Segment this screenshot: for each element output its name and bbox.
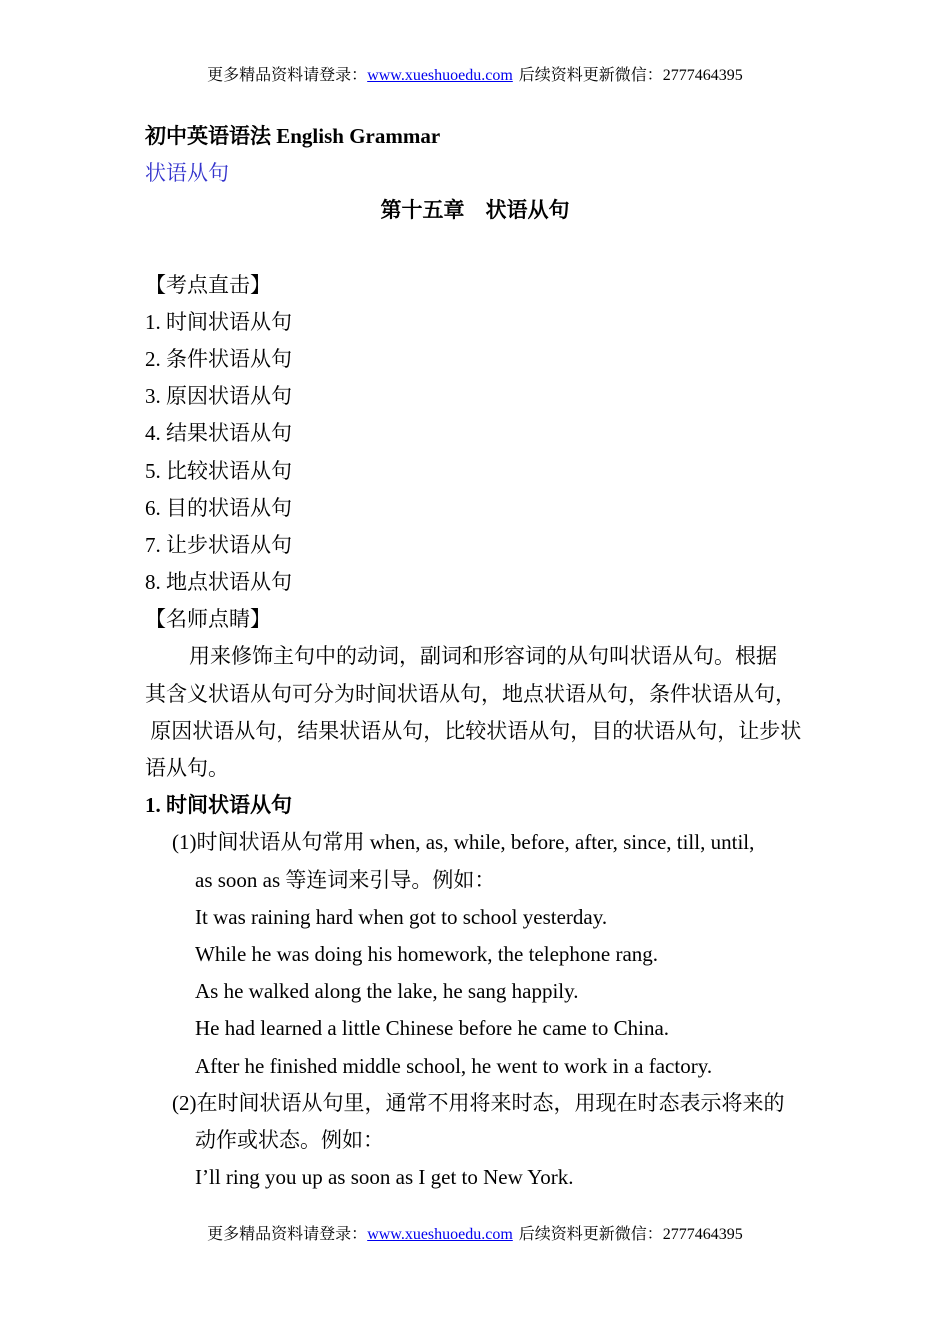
intro-paragraph-line: 用来修饰主句中的动词，副词和形容词的从句叫状语从句。根据	[189, 644, 777, 669]
example-sentence: It was raining hard when got to school yesterday.	[195, 904, 608, 929]
exam-point-item: 3. 原因状语从句	[145, 384, 292, 409]
document-title: 初中英语语法 English Grammar	[145, 124, 441, 148]
document-subtitle: 状语从句	[145, 161, 229, 186]
example-sentence: He had learned a little Chinese before he came to China.	[195, 1016, 670, 1041]
header-suffix: 后续资料更新微信：2777464395	[518, 67, 743, 84]
point-2-line: 动作或状态。例如：	[195, 1127, 384, 1152]
intro-paragraph-line: 其含义状语从句可分为时间状语从句，地点状语从句，条件状语从句，	[145, 681, 796, 706]
footer-prefix: 更多精品资料请登录：	[207, 1226, 368, 1243]
exam-point-item: 2. 条件状语从句	[145, 346, 292, 371]
exam-point-item: 4. 结果状语从句	[145, 421, 292, 446]
footer-link[interactable]: www.xueshuoedu.com	[367, 1226, 513, 1243]
intro-paragraph-line: 原因状语从句，结果状语从句，比较状语从句，目的状语从句，让步状	[145, 718, 802, 743]
header-link[interactable]: www.xueshuoedu.com	[367, 67, 513, 84]
page-footer	[0, 1225, 950, 1245]
exam-point-item: 1. 时间状语从句	[145, 309, 292, 334]
exam-point-item: 6. 目的状语从句	[145, 495, 292, 520]
example-sentence: I’ll ring you up as soon as I get to New York.	[195, 1165, 574, 1190]
example-sentence: While he was doing his homework, the telephone rang.	[195, 941, 659, 966]
exam-point-item: 5. 比较状语从句	[145, 458, 292, 483]
exam-point-item: 7. 让步状语从句	[145, 532, 292, 557]
page-header	[0, 66, 950, 86]
teacher-notes-heading: 【名师点睛】	[145, 607, 271, 632]
chapter-title: 第十五章 状语从句	[380, 198, 570, 223]
spacer	[145, 230, 815, 267]
point-1-line: as soon as 等连词来引导。例如：	[195, 867, 496, 892]
exam-points-heading: 【考点直击】	[145, 272, 271, 297]
header-prefix: 更多精品资料请登录：	[207, 67, 368, 84]
example-sentence: As he walked along the lake, he sang happily.	[195, 979, 579, 1004]
point-2-line: (2)在时间状语从句里，通常不用将来时态，用现在时态表示将来的	[172, 1090, 785, 1115]
footer-suffix: 后续资料更新微信：2777464395	[518, 1226, 743, 1243]
exam-point-item: 8. 地点状语从句	[145, 570, 292, 595]
section-heading: 1. 时间状语从句	[145, 793, 292, 818]
document-body	[145, 118, 815, 1196]
example-sentence: After he finished middle school, he went to work in a factory.	[195, 1053, 713, 1078]
intro-paragraph-line: 语从句。	[145, 756, 229, 780]
point-1-line: (1)时间状语从句常用 when, as, while, before, after, since, till, until,	[172, 830, 755, 855]
